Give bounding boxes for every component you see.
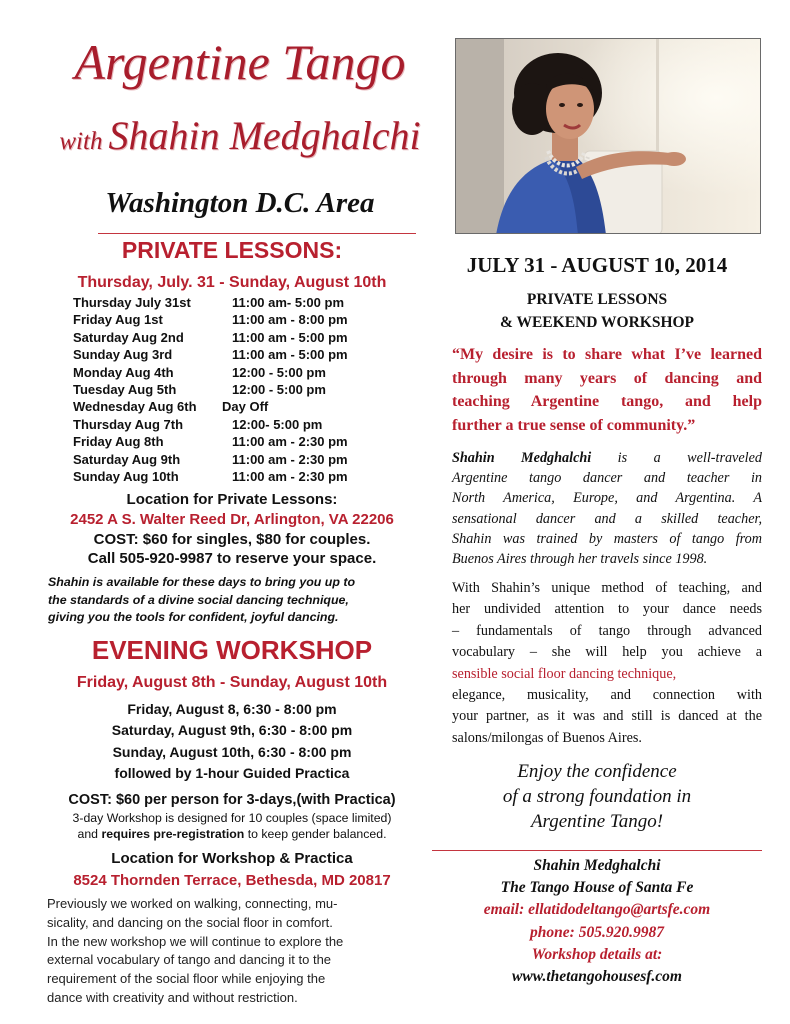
workshop-session: Friday, August 8, 6:30 - 8:00 pm [127,701,337,717]
schedule-day: Monday Aug 4th [73,364,174,380]
schedule-day: Saturday Aug 9th [73,451,181,467]
tagline-line: Enjoy the confidence [517,761,677,782]
schedule-time: 11:00 am - 5:00 pm [232,329,348,345]
note-line: giving you the tools for confident, joyful dancing. [48,610,339,624]
contact-phone: phone: 505.920.9987 [530,923,664,941]
description-line: In the new workshop we will continue to explore the [47,933,344,949]
website-link[interactable]: www.thetangohousesf.com [512,968,682,986]
schedule-time: 11:00 am - 5:00 pm [232,347,348,363]
schedule-row [73,468,418,485]
registration-bold: requires pre-registration [101,827,245,841]
bio-paragraph [452,448,762,569]
method-line: vocabulary – she will help you achieve a [452,644,762,661]
subtitle-line: PRIVATE LESSONS [526,291,668,308]
schedule-time: 11:00 am - 8:00 pm [232,312,348,328]
private-address: 2452 A S. Walter Reed Dr, Arlington, VA 22206 [70,511,394,528]
tagline-line: of a strong foundation in [502,786,692,807]
method-line: With Shahin’s unique method of teaching, and [452,580,762,596]
quote-line: through many years of dancing and [452,369,762,387]
schedule-row [73,294,418,311]
schedule-day: Tuesday Aug 5th [73,381,177,397]
schedule-day: Thursday July 31st [73,295,191,310]
schedule-day: Saturday Aug 2nd [73,329,184,345]
contact-email-link[interactable]: email: ellatidodeltango@artsfe.com [483,901,711,919]
workshop-capacity: 3-day Workshop is designed for 10 couples (space limited) [72,811,392,825]
event-dates: JULY 31 - AUGUST 10, 2014 [466,253,728,277]
portrait-photo [455,38,761,234]
schedule-time: 11:00 am - 2:30 pm [232,451,348,467]
schedule-day: Wednesday Aug 6th [73,399,197,415]
tagline [432,759,762,834]
method-line: her undivided attention to your dance needs [452,601,762,618]
schedule-row [73,364,418,381]
workshop-sessions [4,699,460,784]
bio-line: North America, Europe, and Argentina. A [452,490,762,507]
schedule-time: 11:00 am - 2:30 pm [232,434,348,450]
contact-name: Shahin Medghalchi [533,857,661,874]
description-line: requirement of the social floor while enjoying the [47,971,326,987]
workshop-location-label: Location for Workshop & Practica [111,850,353,867]
schedule-day: Friday Aug 1st [73,312,163,328]
note-line: the standards of a divine social dancing technique, [48,592,349,607]
schedule-row [73,346,418,363]
quote-block [452,343,762,438]
schedule-time: 12:00 - 5:00 pm [232,381,326,397]
private-call: Call 505-920-9987 to reserve your space. [87,550,377,567]
workshop-address: 8524 Thornden Terrace, Bethesda, MD 20817 [73,872,391,889]
method-line: elegance, musicality, and connection with [452,687,762,704]
workshop-description [47,895,419,1008]
workshop-dates: Friday, August 8th - Sunday, August 10th [76,674,388,691]
note-line: Shahin is available for these days to bring you up to [48,575,356,589]
method-line: – fundamentals of tango through advanced [452,622,762,639]
bio-line: Buenos Aires through her travels since 1998. [452,551,708,568]
private-cost: COST: $60 for singles, $80 for couples. [93,531,371,548]
schedule-row [73,433,418,450]
bio-line: Argentine tango dancer and teacher in [452,470,762,487]
workshop-session: followed by 1-hour Guided Practica [114,764,350,781]
bio-line [452,448,762,468]
event-subtitle [432,288,762,334]
quote-line: “My desire is to share what I’ve learned [452,346,762,363]
schedule-row [73,329,418,346]
method-line: salons/milongas of Buenos Aires. [452,729,642,746]
divider-right [432,850,762,851]
workshop-session: Saturday, August 9th, 6:30 - 8:00 pm [111,722,353,739]
tagline-line: Argentine Tango! [530,811,664,832]
schedule-time: 11:00 am- 5:00 pm [232,295,345,310]
workshop-cost: COST: $60 per person for 3-days,(with Practica) [68,792,396,808]
schedule-day: Friday Aug 8th [73,434,164,450]
description-line: Previously we worked on walking, connecting, mu- [47,896,338,911]
divider-left [98,233,416,234]
workshop-heading: EVENING WORKSHOP [91,635,373,665]
private-lessons-dates: Thursday, July. 31 - Sunday, August 10th [77,274,387,291]
quote-line: teaching Argentine tango, and help [452,393,762,411]
schedule-row [73,311,418,328]
method-line: your partner, as it was and still is danced at the [452,708,762,725]
registration-post: to keep gender balanced. [247,827,387,841]
private-lessons-heading: PRIVATE LESSONS: [121,237,343,263]
method-line-highlight: sensible social floor dancing technique, [452,665,677,682]
bio-line: sensational dancer and a skilled teacher, [452,510,762,527]
schedule-row [73,381,418,398]
schedule-time: 12:00- 5:00 pm [232,416,323,432]
schedule-time: 12:00 - 5:00 pm [232,364,326,380]
flyer-subtitle [30,112,450,166]
subtitle-line: & WEEKEND WORKSHOP [499,314,695,331]
schedule-time: Day Off [222,399,269,415]
description-line: external vocabulary of tango and dancing it to the [47,952,332,968]
schedule-day: Sunday Aug 3rd [73,347,173,363]
schedule-day: Sunday Aug 10th [73,468,179,484]
method-paragraph [452,578,762,749]
bio-name: Shahin Medghalchi [452,450,592,466]
workshop-registration [4,826,460,842]
contact-org: The Tango House of Santa Fe [500,879,694,897]
quote-line: further a true sense of community.” [452,417,696,435]
contact-block [432,855,762,988]
description-line: dance with creativity and without restriction. [47,989,298,1005]
title-with: with [59,128,103,155]
private-note [48,574,418,627]
registration-pre: and [77,827,99,841]
flyer-title: Argentine Tango [74,34,406,90]
portrait-image [456,39,761,234]
lesson-schedule [73,294,418,485]
schedule-time: 11:00 am - 2:30 pm [232,468,348,484]
schedule-day: Thursday Aug 7th [73,416,184,432]
schedule-row [73,451,418,468]
schedule-row [73,416,418,433]
bio-line: Shahin was trained by masters of tango from [452,530,762,547]
schedule-row [73,398,418,415]
area-heading: Washington D.C. Area [105,187,375,219]
workshop-session: Sunday, August 10th, 6:30 - 8:00 pm [112,743,352,760]
title-name: Shahin Medghalchi [108,113,421,158]
bio-line-text: is a well-traveled [617,450,762,466]
private-location-label: Location for Private Lessons: [126,491,338,508]
workshop-details-label: Workshop details at: [531,945,663,963]
description-line: sicality, and dancing on the social floor in comfort. [47,914,333,930]
